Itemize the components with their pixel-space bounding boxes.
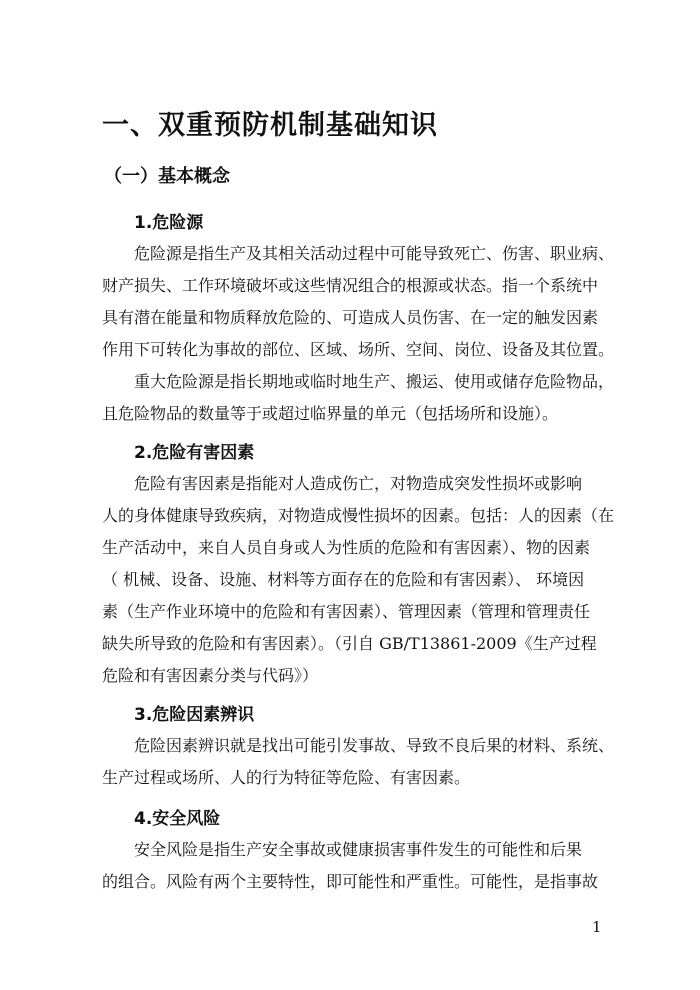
paragraph-line: 生产活动中，来自人员自身或人为性质的危险和有害因素）、物的因素 — [102, 538, 591, 557]
subsection-heading-safety-risk: 4.安全风险 — [134, 809, 221, 829]
paragraph-line: 作用下可转化为事故的部位、区域、场所、空间、岗位、设备及其位置。 — [102, 340, 615, 359]
paragraph-line: （ 机械、设备、设施、材料等方面存在的危险和有害因素）、 环境因 — [102, 570, 585, 589]
paragraph-line: 缺失所导致的危险和有害因素）。（引自 GB/T13861-2009《生产过程 — [102, 634, 597, 653]
paragraph-line: 危险源是指生产及其相关活动过程中可能导致死亡、伤害、职业病、 — [134, 244, 615, 263]
paragraph-line: 人的身体健康导致疾病，对物造成慢性损坏的因素。包括：人的因素（在 — [102, 506, 615, 525]
paragraph-line: 危险因素辨识就是找出可能引发事故、导致不良后果的材料、系统、 — [134, 736, 615, 755]
page-title: 一、双重预防机制基础知识 — [102, 110, 438, 141]
page-number: 1 — [592, 918, 602, 936]
paragraph-line: 危险有害因素是指能对人造成伤亡，对物造成突发性损坏或影响 — [134, 474, 583, 493]
paragraph-line: 生产过程或场所、人的行为特征等危险、有害因素。 — [102, 768, 471, 787]
subsection-heading-hazard-identification: 3.危险因素辨识 — [134, 705, 255, 725]
paragraph-line: 重大危险源是指长期地或临时地生产、搬运、使用或储存危险物品， — [134, 372, 615, 391]
paragraph-line: 的组合。风险有两个主要特性，即可能性和严重性。可能性，是指事故 — [102, 872, 599, 891]
subsection-heading-hazard-source: 1.危险源 — [134, 213, 204, 233]
section-heading: （一）基本概念 — [104, 166, 230, 187]
paragraph-line: 具有潜在能量和物质释放危险的、可造成人员伤害、在一定的触发因素 — [102, 308, 599, 327]
paragraph-line: 财产损失、工作环境破坏或这些情况组合的根源或状态。指一个系统中 — [102, 276, 599, 295]
paragraph-line: 且危险物品的数量等于或超过临界量的单元（包括场所和设施）。 — [102, 404, 559, 423]
paragraph-line: 危险和有害因素分类与代码》） — [102, 666, 319, 685]
subsection-heading-hazardous-factors: 2.危险有害因素 — [134, 443, 255, 463]
paragraph-line: 素（生产作业环境中的危险和有害因素）、管理因素（管理和管理责任 — [102, 602, 591, 621]
paragraph-line: 安全风险是指生产安全事故或健康损害事件发生的可能性和后果 — [134, 840, 583, 859]
